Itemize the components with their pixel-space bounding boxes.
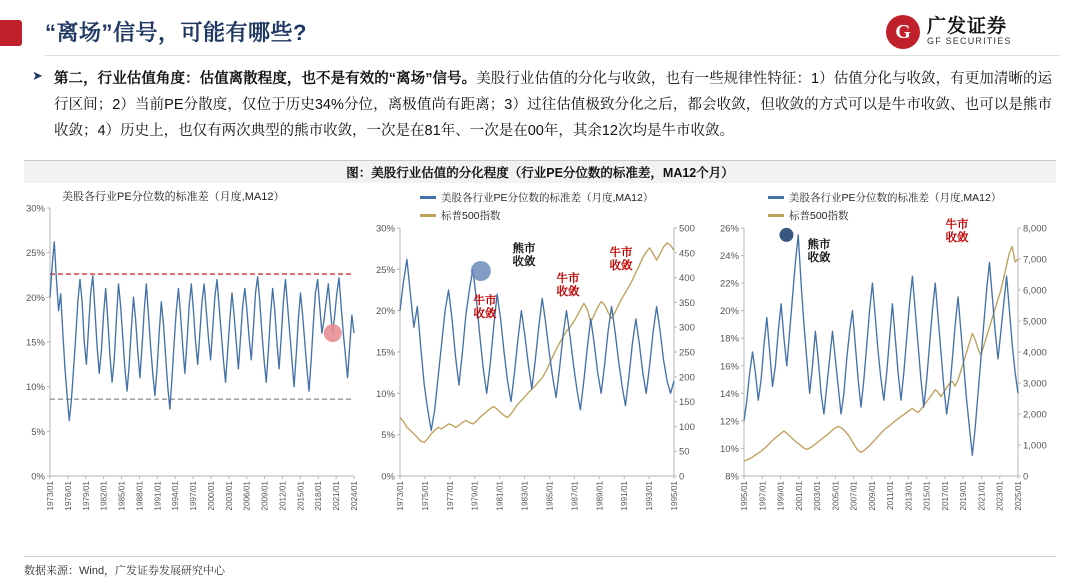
page-header: [0, 0, 1080, 62]
logo-english-name: GF SECURITIES: [927, 36, 1012, 47]
svg-text:1989/01: 1989/01: [595, 481, 605, 511]
svg-text:1983/01: 1983/01: [520, 481, 530, 511]
svg-text:1973/01: 1973/01: [396, 481, 405, 511]
svg-text:25%: 25%: [25, 248, 45, 260]
logo-mark-icon: G: [886, 15, 920, 49]
svg-text:2015/01: 2015/01: [922, 481, 932, 511]
chart2-legend-label-1: 标普500指数: [441, 210, 501, 222]
svg-text:350: 350: [679, 297, 695, 309]
legend-swatch-icon: [768, 196, 784, 199]
svg-text:2018/01: 2018/01: [314, 481, 324, 511]
svg-text:2005/01: 2005/01: [831, 481, 841, 511]
svg-text:牛市: 牛市: [945, 219, 969, 231]
svg-text:收敛: 收敛: [556, 286, 580, 298]
svg-text:2001/01: 2001/01: [794, 481, 804, 511]
svg-text:0%: 0%: [381, 471, 395, 483]
svg-text:2006/01: 2006/01: [242, 481, 252, 511]
company-logo: [886, 12, 1062, 52]
svg-text:6,000: 6,000: [1023, 285, 1047, 297]
svg-text:牛市: 牛市: [556, 273, 580, 285]
chart3-legend-item-1: [768, 208, 1001, 223]
svg-text:熊市: 熊市: [512, 243, 536, 255]
svg-text:450: 450: [679, 248, 695, 260]
svg-text:2009/01: 2009/01: [867, 481, 877, 511]
svg-text:1979/01: 1979/01: [470, 481, 480, 511]
svg-text:8,000: 8,000: [1023, 223, 1047, 235]
svg-text:牛市: 牛市: [473, 295, 497, 307]
svg-text:22%: 22%: [719, 278, 739, 290]
svg-text:收敛: 收敛: [512, 256, 536, 268]
legend-swatch-icon: [420, 196, 436, 199]
svg-text:1988/01: 1988/01: [135, 481, 145, 511]
svg-text:2023/01: 2023/01: [995, 481, 1005, 511]
paragraph-lead: 第二，行业估值角度：估值离散程度，也不是有效的“离场”信号。: [54, 71, 477, 87]
svg-text:20%: 20%: [25, 292, 45, 304]
svg-text:2021/01: 2021/01: [977, 481, 987, 511]
chart3-canvas: [712, 186, 1062, 542]
logo-chinese-name: 广发证券: [927, 16, 1008, 38]
svg-text:1987/01: 1987/01: [570, 481, 580, 511]
svg-text:100: 100: [679, 421, 695, 433]
svg-text:16%: 16%: [719, 361, 739, 373]
svg-text:收敛: 收敛: [807, 252, 831, 264]
svg-text:1997/01: 1997/01: [758, 481, 768, 511]
svg-text:2019/01: 2019/01: [959, 481, 969, 511]
svg-text:3,000: 3,000: [1023, 378, 1047, 390]
svg-text:200: 200: [679, 372, 695, 384]
svg-text:2007/01: 2007/01: [849, 481, 859, 511]
chart3-legend-label-0: 美股各行业PE分位数的标准差（月度,MA12）: [789, 192, 1002, 204]
svg-text:1994/01: 1994/01: [171, 481, 181, 511]
svg-text:7,000: 7,000: [1023, 254, 1047, 266]
chart3-legend: [768, 190, 1001, 226]
svg-text:14%: 14%: [719, 388, 739, 400]
svg-text:1,000: 1,000: [1023, 440, 1047, 452]
svg-text:1999/01: 1999/01: [776, 481, 786, 511]
svg-text:50: 50: [679, 446, 690, 458]
chart-panel-3: [712, 186, 1062, 546]
svg-text:1979/01: 1979/01: [81, 481, 91, 511]
svg-text:30%: 30%: [375, 223, 395, 235]
figure-caption: 图：美股行业估值的分化程度（行业PE分位数的标准差，MA12个月）: [24, 160, 1056, 183]
legend-swatch-icon: [420, 214, 436, 217]
svg-text:1985/01: 1985/01: [545, 481, 555, 511]
svg-text:8%: 8%: [725, 471, 739, 483]
chart3-legend-item-0: [768, 190, 1001, 205]
svg-text:2000/01: 2000/01: [206, 481, 216, 511]
svg-text:收敛: 收敛: [609, 260, 633, 272]
chart1-canvas: [14, 186, 364, 542]
svg-text:收敛: 收敛: [473, 308, 497, 320]
chart-panel-2: [368, 186, 708, 546]
svg-text:300: 300: [679, 322, 695, 334]
chart2-legend: [420, 190, 653, 226]
svg-text:1976/01: 1976/01: [63, 481, 73, 511]
svg-text:熊市: 熊市: [807, 239, 831, 251]
svg-text:0: 0: [679, 471, 685, 483]
data-source-note: 数据来源：Wind，广发证券发展研究中心: [24, 565, 226, 577]
chart2-legend-item-0: [420, 190, 653, 205]
svg-text:1991/01: 1991/01: [620, 481, 630, 511]
svg-text:2009/01: 2009/01: [260, 481, 270, 511]
svg-text:2024/01: 2024/01: [350, 481, 359, 511]
svg-text:400: 400: [679, 273, 695, 285]
svg-text:2011/01: 2011/01: [886, 481, 896, 510]
svg-text:1975/01: 1975/01: [420, 481, 430, 511]
svg-text:15%: 15%: [25, 337, 45, 349]
svg-text:500: 500: [679, 223, 695, 235]
svg-text:5%: 5%: [381, 430, 395, 442]
chart3-legend-label-1: 标普500指数: [789, 210, 849, 222]
svg-text:2021/01: 2021/01: [332, 481, 342, 511]
svg-text:150: 150: [679, 397, 695, 409]
svg-text:10%: 10%: [375, 388, 395, 400]
svg-text:250: 250: [679, 347, 695, 359]
svg-text:1977/01: 1977/01: [445, 481, 455, 511]
header-divider: [45, 55, 1060, 56]
chart2-canvas: [368, 186, 708, 542]
svg-text:30%: 30%: [25, 203, 45, 215]
svg-text:1981/01: 1981/01: [495, 481, 505, 511]
svg-text:牛市: 牛市: [609, 247, 633, 259]
svg-text:12%: 12%: [719, 416, 739, 428]
svg-text:20%: 20%: [375, 306, 395, 318]
svg-text:2025/01: 2025/01: [1014, 481, 1023, 511]
svg-text:1982/01: 1982/01: [99, 481, 109, 511]
svg-text:2003/01: 2003/01: [224, 481, 234, 511]
chart1-title: 美股各行业PE分位数的标准差（月度,MA12）: [62, 191, 285, 203]
svg-text:2003/01: 2003/01: [813, 481, 823, 511]
svg-text:5,000: 5,000: [1023, 316, 1047, 328]
svg-text:0%: 0%: [31, 471, 45, 483]
svg-text:2015/01: 2015/01: [296, 481, 306, 511]
paragraph-rest: 美股行业估值的分化与收敛，也有一些规律性特征：1）估值分化与收敛，有更加清晰的运行区间；2）当前PE分散度，仅位于历史34%分位，离极值尚有距离；3）过往估值极致分化之后，都会收敛，但收敛的方式可以是牛市收敛、也可以是熊市收敛；4）历史上，也仅有两次典型的熊市收敛，一次是在81年、一次是在00年，其余12次均是牛市收敛。: [54, 71, 1053, 139]
svg-text:1997/01: 1997/01: [189, 481, 199, 511]
svg-text:收敛: 收敛: [945, 232, 969, 244]
svg-text:2,000: 2,000: [1023, 409, 1047, 421]
svg-text:5%: 5%: [31, 426, 45, 438]
svg-text:10%: 10%: [25, 382, 45, 394]
bullet-arrow-icon: ➤: [32, 68, 43, 83]
svg-text:2017/01: 2017/01: [940, 481, 950, 511]
body-paragraph: [32, 66, 1052, 144]
svg-text:15%: 15%: [375, 347, 395, 359]
chart-panel-1: [14, 186, 364, 546]
page-title: “离场”信号，可能有哪些?: [45, 20, 307, 45]
svg-text:24%: 24%: [719, 251, 739, 263]
svg-text:26%: 26%: [719, 223, 739, 235]
svg-text:1991/01: 1991/01: [153, 481, 163, 511]
svg-text:1993/01: 1993/01: [645, 481, 655, 511]
svg-text:1995/01: 1995/01: [670, 481, 679, 511]
svg-text:2013/01: 2013/01: [904, 481, 914, 511]
header-accent-tab: [0, 20, 22, 46]
svg-text:1973/01: 1973/01: [46, 481, 55, 511]
footer-divider: [24, 556, 1056, 557]
chart2-legend-item-1: [420, 208, 653, 223]
svg-text:4,000: 4,000: [1023, 347, 1047, 359]
svg-text:0: 0: [1023, 471, 1029, 483]
svg-text:20%: 20%: [719, 306, 739, 318]
svg-text:1985/01: 1985/01: [117, 481, 127, 511]
svg-text:2012/01: 2012/01: [278, 481, 288, 511]
svg-text:10%: 10%: [719, 443, 739, 455]
chart2-legend-label-0: 美股各行业PE分位数的标准差（月度,MA12）: [441, 192, 654, 204]
legend-swatch-icon: [768, 214, 784, 217]
svg-text:1995/01: 1995/01: [740, 481, 749, 511]
svg-text:25%: 25%: [375, 264, 395, 276]
svg-text:18%: 18%: [719, 333, 739, 345]
logo-text: [927, 17, 1012, 46]
